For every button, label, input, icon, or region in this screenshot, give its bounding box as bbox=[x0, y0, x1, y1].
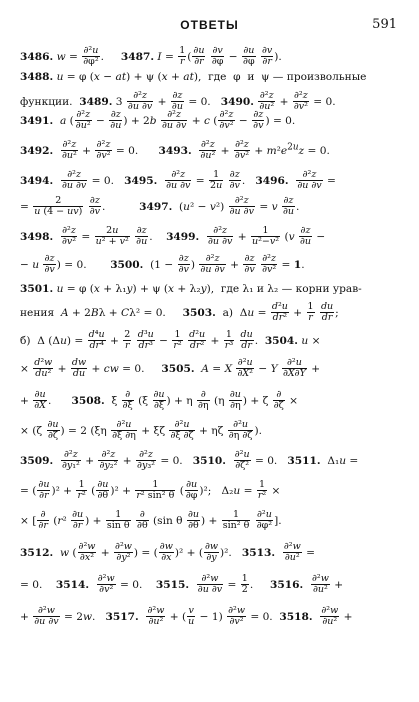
answer-line: = ( $\frac{\partial u}{\partial r}$ )² + $\frac{1}{\text{r²}}$ ( $\frac{\partial u}{\partial\theta}$ )² + $\frac{1}{\text{r² sin² θ}}$ ( $\frac{\partial u}{\partial\varphi}$ )²; Δ₂u = $\frac{1}{\text{r²}}$ × bbox=[20, 480, 281, 502]
answer-line: = 0. 3514. $\frac{\text{∂²w}}{\text{∂v²}}$ = 0. 3515. $\frac{\text{∂²w}}{\partial u \partial v}$ = $\frac{1}{2}$ . 3516. $\frac{\text{∂²w}}{\text{∂u²}}$ + bbox=[20, 574, 344, 596]
page-number: 591 bbox=[372, 17, 397, 32]
answer-line: 3494. $\frac{\text{∂²z}}{\partial u \partial v}$ = 0. 3495. $\frac{\text{∂²z}}{\partial u \partial v}$ = $\frac{1}{2u}$ $\frac{\partial z}{\partial v}$ . 3496. $\frac{\text{∂²z}}{\partial u \partial v}$ = bbox=[20, 170, 336, 192]
answer-line: × (ζ $\frac{\partial u}{\partial\zeta}$ ) = 2 (ξη $\frac{\text{∂²u}}{\partial\xi \partial\eta}$ + ξζ $\frac{\text{∂²u}}{\partial\xi \partial\zeta}$ + ηζ $\frac{\text{∂²u}}{\partial\eta \partial\zeta}$ ). bbox=[20, 420, 262, 442]
answer-line: 3491. a ( $\frac{\text{∂²z}}{\text{∂u²}}$ − $\frac{\partial z}{\partial u}$ ) + 2b $\frac{\text{∂²z}}{\partial u \partial v}$ + c ( $\frac{\text{∂²z}}{\text{∂v²}}$ − $\frac{\partial z}{\partial v}$ ) = 0. bbox=[20, 110, 296, 132]
answer-line: × [ ∂ ∂r (r² $\frac{\partial u}{\partial r}$ ) + $\frac{1}{\text{sin θ}}$ ∂ ∂θ (sin θ $\frac{\partial u}{\partial\theta}$ ) + $\frac{1}{\text{sin² θ}}$ $\frac{\text{∂²u}}{\text{∂φ²}}$ ]. bbox=[20, 510, 282, 532]
answer-line: − u $\frac{\partial z}{\partial v}$ ) = 0. 3500. (1 − $\frac{\partial z}{\partial v}$ ) $\frac{\text{∂²z}}{\partial u \partial v}$ + $\frac{\partial z}{\partial v}$ $\frac{\text{∂²z}}{\text{∂v²}}$ = 1. bbox=[20, 254, 305, 276]
answer-line: 3486. w = $\frac{\text{∂²u}}{\text{∂φ²}}$ . 3487. I = $\frac{1}{r}$ ( $\frac{\partial u}{\partial r}$ $\frac{\partial v}{\partial\varphi}$ − $\frac{\partial u}{\partial\varphi}$ $\frac{\partial v}{\partial r}$ ). bbox=[20, 46, 282, 68]
answer-line: × $\frac{\text{d²w}}{\text{du²}}$ + $\frac{dw}{du}$ + cw = 0. 3505. A = X $\frac{\text{∂²u}}{\text{∂X²}}$ − Y $\frac{\text{∂²u}}{\partial X\partial Y}$ + bbox=[20, 358, 321, 380]
answer-line: 3512. w ( $\frac{\text{∂²w}}{\text{∂x²}}$ + $\frac{\text{∂²w}}{\text{∂y²}}$ ) = ( $\frac{\partial w}{\partial x}$ )² + ( $\frac{\partial w}{\partial y}$ )². 3513. $\frac{\text{∂²w}}{\text{∂u²}}$ = bbox=[20, 542, 315, 564]
page-header bbox=[0, 18, 419, 38]
answer-line: б) Δ (Δu) = $\frac{\text{d⁴u}}{\text{dr⁴}}$ + $\frac{2}{r}$ $\frac{\text{d³u}}{\text{dr³}}$ − $\frac{1}{\text{r²}}$ $\frac{\text{d²u}}{\text{dr²}}$ + $\frac{1}{\text{r³}}$ $\frac{du}{dr}$ . 3504. u × bbox=[20, 330, 321, 352]
answer-line: + $\frac{\partial u}{\partial X}$ . 3508. ξ ∂ ∂ξ (ξ $\frac{\partial u}{\partial\xi}$ ) + η ∂ ∂η (η $\frac{\partial u}{\partial\eta}$ ) + ζ ∂ ∂ζ × bbox=[20, 390, 299, 412]
running-title: ОТВЕТЫ bbox=[180, 18, 239, 32]
answer-line: 3501. u = φ (x + λ₁y) + ψ (x + λ₂y), где λ₁ и λ₂ — корни урав- bbox=[20, 284, 362, 295]
answer-line: 3498. $\frac{\text{∂²z}}{\text{∂v²}}$ = $\frac{2u}{\text{u² + v²}}$ $\frac{\partial z}{\partial u}$ . 3499. $\frac{\text{∂²z}}{\partial u \partial v}$ + $\frac{1}{\text{u²−v²}}$ (v $\frac{\partial z}{\partial u}$ − bbox=[20, 226, 326, 248]
answer-line: = $\frac{2}{u (4 - uv)}$ $\frac{\partial z}{\partial v}$ . 3497. (u² − v²) $\frac{\text{∂²z}}{\partial u \partial v}$ = v $\frac{\partial z}{\partial u}$ . bbox=[20, 196, 300, 218]
answer-line: 3492. $\frac{\text{∂²z}}{\text{∂u²}}$ + $\frac{\text{∂²z}}{\text{∂v²}}$ = 0. 3493. $\frac{\text{∂²z}}{\text{∂u²}}$ + $\frac{\text{∂²z}}{\text{∂v²}}$ + $m^2e^{2u}z = 0$. bbox=[20, 140, 330, 162]
answer-line: нения A + 2Bλ + Cλ² = 0. 3503. а) Δu = $\frac{\text{d²u}}{\text{dr²}}$ + $\frac{1}{r}$ $\frac{du}{dr}$ ; bbox=[20, 302, 339, 324]
answer-line: 3488. u = φ (x − at) + ψ (x + at), где φ и ψ — произвольные bbox=[20, 72, 367, 83]
answer-line: функции. 3489. 3 $\frac{\text{∂²z}}{\partial u \partial v}$ + $\frac{\partial z}{\partial u}$ = 0. 3490. $\frac{\text{∂²z}}{\text{∂u²}}$ + $\frac{\text{∂²z}}{\text{∂v²}}$ = 0. bbox=[20, 91, 336, 113]
answer-line: + $\frac{\text{∂²w}}{\partial u \partial v}$ = 2w. 3517. $\frac{\text{∂²w}}{\text{∂u²}}$ + ( $\frac{v}{u}$ − 1) $\frac{\text{∂²w}}{\text{∂v²}}$ = 0. 3518. $\frac{\text{∂²w}}{\text{∂u²}}$ + bbox=[20, 606, 353, 628]
answer-line: 3509. $\frac{\text{∂²z}}{\text{∂y₁²}}$ + $\frac{\text{∂²z}}{\text{∂y₂²}}$ + $\frac{\text{∂²z}}{\text{∂y₃²}}$ = 0. 3510. $\frac{\text{∂²u}}{\text{∂ζ²}}$ = 0. 3511. Δ₁u = bbox=[20, 450, 359, 472]
